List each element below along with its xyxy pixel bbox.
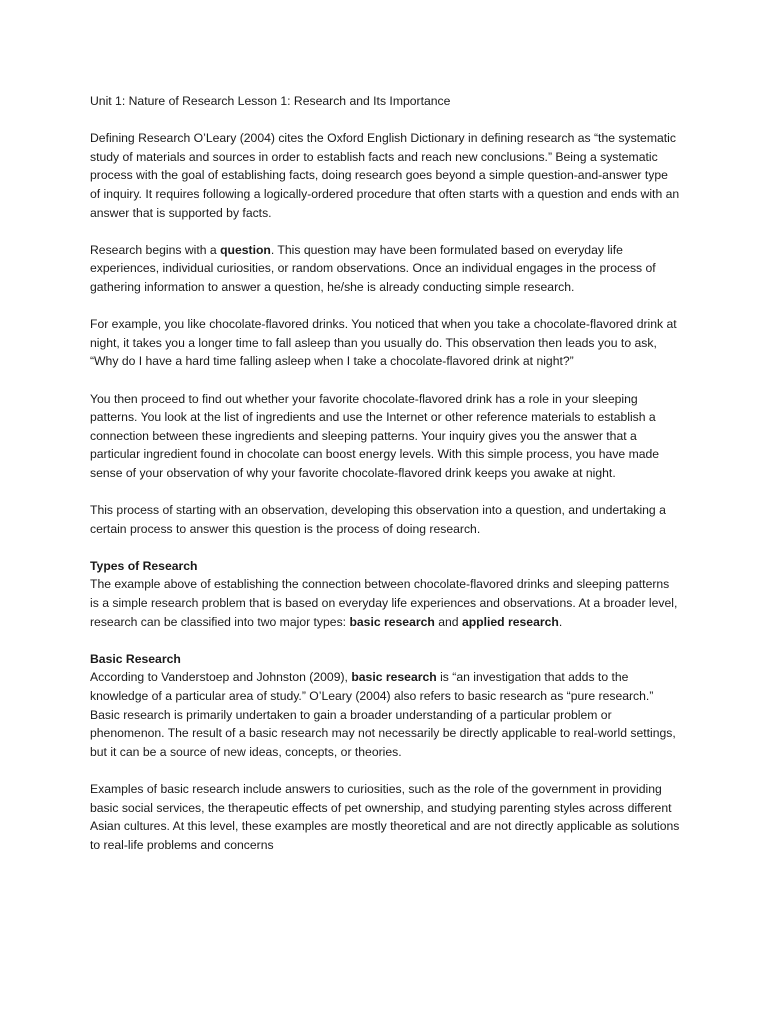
text-segment: is “an investigation that adds to the knowledge of a particular area of study.” O’Leary (2004) also refers to basic research as “pure research.” Basic research is primarily undertaken to gain a broader understanding of a particular problem or phenomenon. The result of a basic research may not necessarily be directly applicable to real-world settings, but it can be a source of new ideas, concepts, or theories. [90, 670, 676, 759]
unit-lesson-title: Unit 1: Nature of Research Lesson 1: Research and Its Importance [90, 94, 451, 108]
paragraph-process: This process of starting with an observation, developing this observation into a question, and undertaking a certain process to answer this question is the process of doing research. [90, 503, 666, 536]
text-segment: The example above of establishing the connection between chocolate-flavored drinks and sleeping patterns is a simple research problem that is based on everyday life experiences and observations. At a broader level, research can be classified into two major types: [90, 577, 678, 629]
text-segment: . [558, 614, 563, 629]
heading-types-of-research: Types of Research [90, 558, 198, 573]
paragraph-example: For example, you like chocolate-flavored drinks. You noticed that when you take a chocolate-flavored drink at night, it takes you a longer time to fall asleep than you usually do. This observation then leads you to ask, “Why do I have a hard time falling asleep when I take a chocolate-flavored drink at night?” [90, 317, 677, 369]
text-segment: According to Vanderstoep and Johnston (2009), [90, 670, 352, 685]
bold-term-basic-research: basic research [351, 670, 437, 685]
text-segment: . This question may have been formulated based on everyday life experiences, individual curiosities, or random observations. Once an individual engages in the process of gathering information to answer a question, he/she is already conducting simple research. [90, 242, 656, 294]
paragraph-research-begins [90, 241, 680, 297]
bold-term-applied-research: applied research [461, 614, 559, 629]
paragraph-defining-research: Defining Research O’Leary (2004) cites the Oxford English Dictionary in defining research as “the systematic study of materials and sources in order to establish facts and reach new conclusions.” Being a systematic process with the goal of establishing facts, doing research goes beyond a simple question-and-answer type of inquiry. It requires following a logically-ordered procedure that often starts with a question and ends with an answer that is supported by facts. [90, 131, 680, 220]
section-basic-research [90, 650, 680, 762]
bold-term-basic-research: basic research [349, 614, 435, 629]
bold-term-question: question [220, 242, 271, 257]
heading-basic-research: Basic Research [90, 651, 181, 666]
document-page [90, 92, 680, 873]
text-segment: and [434, 614, 462, 629]
paragraph-basic-examples: Examples of basic research include answers to curiosities, such as the role of the government in providing basic social services, the therapeutic effects of pet ownership, and studying parenting styles across different Asian cultures. At this level, these examples are mostly theoretical and are not directly applicable as solutions to real-life problems and concerns [90, 781, 680, 852]
section-types-of-research [90, 557, 680, 631]
paragraph-proceed: You then proceed to find out whether your favorite chocolate-flavored drink has a role in your sleeping patterns. You look at the list of ingredients and use the Internet or other reference materials to establish a connection between these ingredients and sleeping patterns. Your inquiry gives you the answer that a particular ingredient found in chocolate can boost energy levels. With this simple process, you have made sense of your observation of why your favorite chocolate-flavored drink keeps you awake at night. [90, 391, 660, 480]
text-segment: Research begins with a [90, 242, 221, 257]
